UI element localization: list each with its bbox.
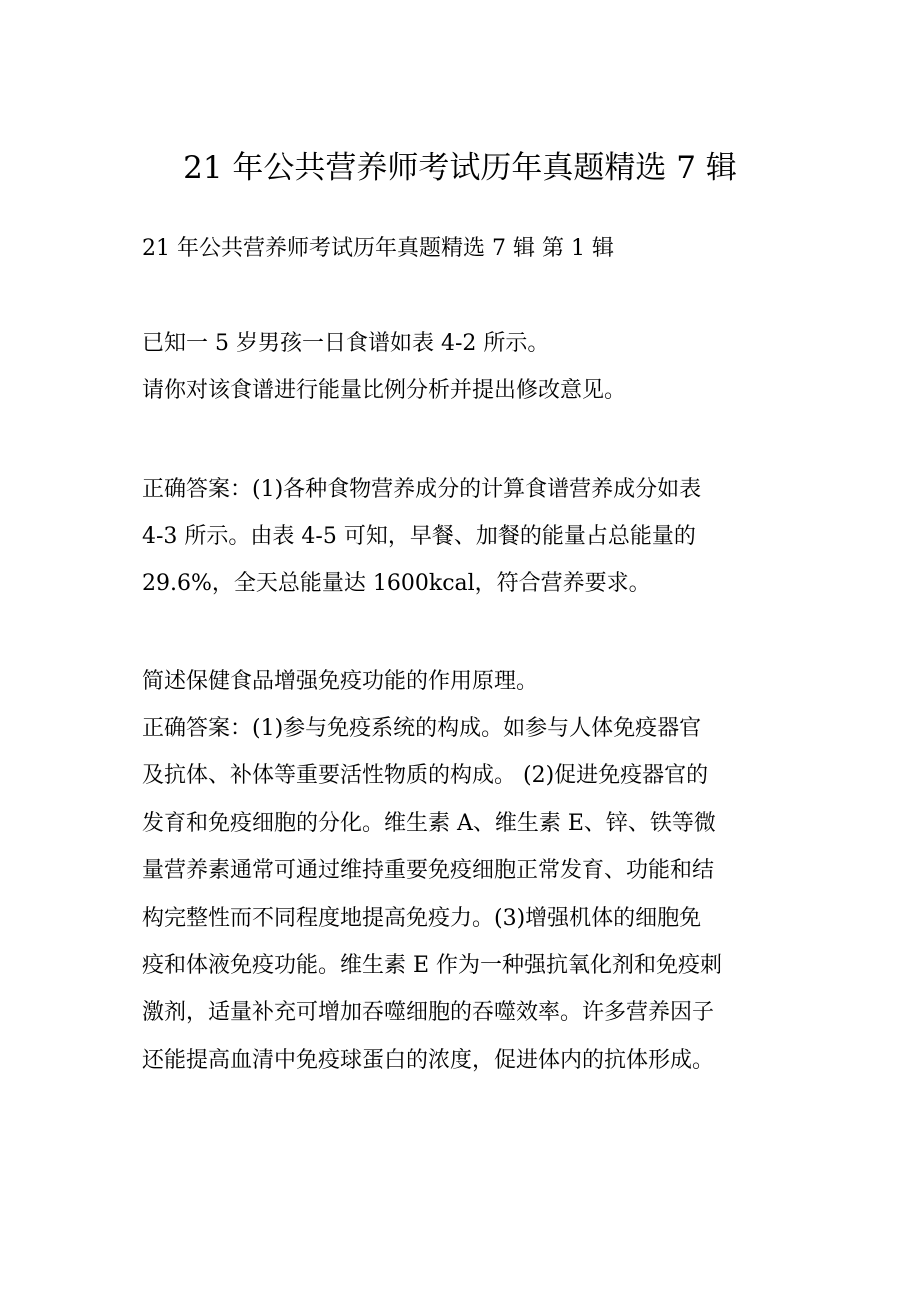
- answer-2-line-4: 量营养素通常可通过维持重要免疫细胞正常发育、功能和结: [142, 858, 715, 883]
- answer-1-line-1: 正确答案：(1)各种食物营养成分的计算食谱营养成分如表: [142, 477, 702, 502]
- answer-2-line-2: 及抗体、补体等重要活性物质的构成。 (2)促进免疫器官的: [142, 763, 709, 788]
- question-1-line-1: 已知一 5 岁男孩一日食谱如表 4-2 所示。: [142, 331, 550, 356]
- answer-1-line-3: 29.6%，全天总能量达 1600kcal，符合营养要求。: [142, 571, 651, 596]
- subtitle: 21 年公共营养师考试历年真题精选 7 辑 第 1 辑: [142, 236, 614, 261]
- answer-2-line-3: 发育和免疫细胞的分化。维生素 A、维生素 E、锌、铁等微: [142, 811, 716, 836]
- question-1-line-2: 请你对该食谱进行能量比例分析并提出修改意见。: [142, 378, 627, 403]
- answer-2-line-1: 正确答案：(1)参与免疫系统的构成。如参与人体免疫器官: [142, 716, 702, 741]
- answer-2-line-6: 疫和体液免疫功能。维生素 E 作为一种强抗氧化剂和免疫刺: [142, 953, 723, 978]
- answer-1-line-2: 4-3 所示。由表 4-5 可知，早餐、加餐的能量占总能量的: [142, 524, 696, 549]
- answer-2-line-5: 构完整性而不同程度地提高免疫力。(3)增强机体的细胞免: [142, 906, 702, 931]
- document-title: 21 年公共营养师考试历年真题精选 7 辑: [183, 150, 737, 186]
- answer-2-line-7: 激剂，适量补充可增加吞噬细胞的吞噬效率。许多营养因子: [142, 1000, 715, 1025]
- answer-2-line-8: 还能提高血清中免疫球蛋白的浓度，促进体内的抗体形成。: [142, 1048, 715, 1073]
- question-2-line-1: 简述保健食品增强免疫功能的作用原理。: [142, 669, 539, 694]
